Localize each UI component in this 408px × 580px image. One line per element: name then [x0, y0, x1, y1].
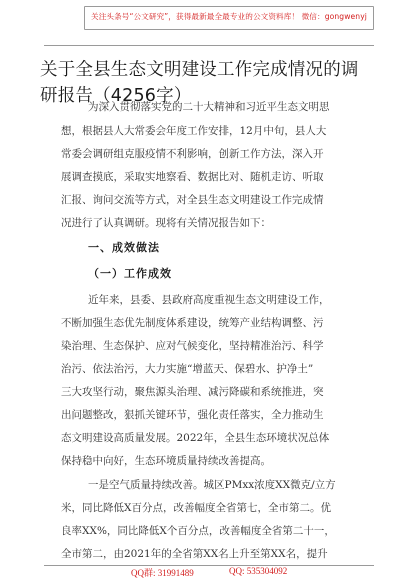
intro-line: 汇报、询问交流等方式，对全县生态文明建设工作完成情 [61, 194, 324, 206]
intro-line: 况进行了认真调研。现将有关情况报告如下： [61, 217, 271, 229]
qq-number: QQ: 535304092 [229, 566, 288, 576]
promo-box [84, 6, 374, 30]
paragraph-line: 治污、依法治污，大力实施“增蓝天、保碧水、护净土” [61, 363, 314, 375]
footer-divider [44, 565, 374, 566]
paragraph-line: 一是空气质量持续改善。城区PMxx浓度XX微克/立方 [88, 479, 336, 491]
intro-line: 常委会调研组克服疫情不利影响，创新工作方法，深入开 [61, 148, 324, 160]
intro-line: 想，根据县人大常委会年度工作安排，12月中旬，县人大 [61, 125, 327, 137]
paragraph-line: 保持稳中向好，生态环境质量持续改善提高。 [61, 455, 271, 467]
header-divider [44, 45, 374, 46]
intro-line: 为深入贯彻落实党的二十大精神和习近平生态文明思 [88, 101, 330, 113]
intro-line: 展调查摸底，采取实地察看、数据比对、随机走访、听取 [61, 171, 324, 183]
footer [0, 538, 408, 578]
qq-group-number: QQ群: 31991489 [131, 568, 194, 578]
header-banner [0, 0, 408, 52]
paragraph-line: 不断加强生态优先制度体系建设，统筹产业结构调整、污 [61, 317, 324, 329]
promo-text: 关注头条号“公文研究”，获得最新最全最专业的公文资料库！ 微信：gongwenyj [91, 12, 367, 21]
paragraph-line: 三大攻坚行动，聚焦源头治理、减污降碳和系统推进，突 [61, 386, 324, 398]
document-title: 关于全县生态文明建设工作完成情况的调研报告（4256字） [40, 60, 359, 106]
paragraph-line: 米，同比降低X百分点，改善幅度全省第七，全市第二。优 [61, 502, 331, 514]
section-heading: 一、成效做法 [88, 241, 160, 254]
paragraph-line: 全市第二，由2021年的全省第XX名上升至第XX名，提升 [61, 548, 328, 560]
paragraph-line: 出问题整改，狠抓关键环节，强化责任落实，全力推动生 [61, 409, 324, 421]
paragraph-line: 近年来，县委、县政府高度重视生态文明建设工作， [88, 294, 330, 306]
paragraph-line: 态文明建设高质量发展。2022年，全县生态环境状况总体 [61, 432, 330, 444]
subsection-heading: （一）工作成效 [88, 267, 172, 280]
paragraph-line: 良率XX%，同比降低X个百分点，改善幅度全省第二十一， [61, 525, 335, 537]
paragraph-line: 染治理、生态保护、应对气候变化，坚持精准治污、科学 [61, 340, 324, 352]
